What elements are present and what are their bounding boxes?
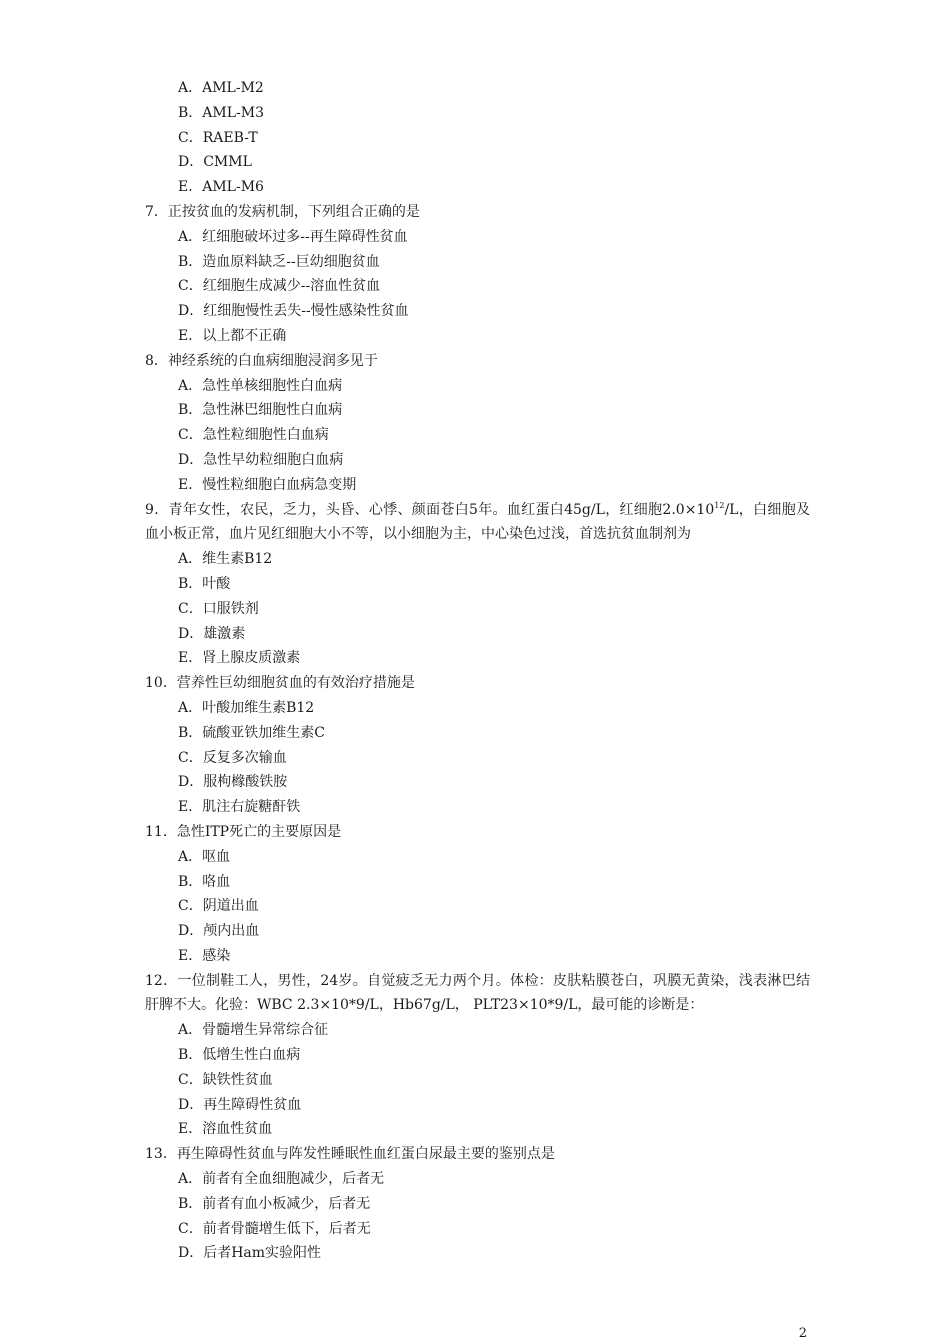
q11-option-c: C．阴道出血 [178, 898, 259, 915]
q8-option-e: E．慢性粒细胞白血病急变期 [178, 476, 357, 493]
q7-option-e: E．以上都不正确 [178, 327, 287, 344]
q11-stem: 11．急性ITP死亡的主要原因是 [145, 823, 342, 840]
q6-option-e: E．AML-M6 [178, 179, 264, 196]
q9-stem-part1: 9．青年女性，农民，乏力，头昏、心悸、颜面苍白5年。血红蛋白45g/L，红细胞2.0×10 [145, 501, 715, 518]
q11-option-a: A．呕血 [178, 848, 231, 865]
q6-option-b: B．AML-M3 [178, 104, 265, 121]
q9-option-b: B．叶酸 [178, 575, 231, 592]
question-list [145, 76, 810, 1266]
q8-stem: 8．神经系统的白血病细胞浸润多见于 [145, 352, 378, 369]
page-number: 2 [798, 1326, 807, 1341]
q13-option-c: C．前者骨髓增生低下，后者无 [178, 1220, 371, 1237]
q6-option-c: C．RAEB-T [178, 129, 258, 146]
q7-option-c: C．红细胞生成减少--溶血性贫血 [178, 278, 381, 295]
q9-option-e: E．肾上腺皮质激素 [178, 650, 301, 667]
q12-option-d: D．再生障碍性贫血 [178, 1096, 302, 1113]
q9-option-d: D．雄激素 [178, 625, 246, 642]
q9-stem [145, 498, 810, 548]
q12-option-a: A．骨髓增生异常综合征 [178, 1022, 329, 1039]
q7-stem: 7．正按贫血的发病机制，下列组合正确的是 [145, 203, 420, 220]
q6-option-a: A．AML-M2 [178, 80, 264, 96]
q13-option-a: A．前者有全血细胞减少，后者无 [178, 1171, 385, 1188]
q8-option-c: C．急性粒细胞性白血病 [178, 427, 329, 444]
q10-option-a: A．叶酸加维生素B12 [178, 699, 315, 716]
q9-option-a: A．维生素B12 [178, 551, 273, 568]
q13-option-b: B．前者有血小板减少，后者无 [178, 1195, 371, 1212]
q11-option-e: E．感染 [178, 947, 231, 964]
q10-option-d: D．服枸橼酸铁胺 [178, 774, 288, 791]
q9-option-c: C．口服铁剂 [178, 600, 259, 617]
q12-option-c: C．缺铁性贫血 [178, 1071, 273, 1088]
q10-option-e: E．肌注右旋糖酐铁 [178, 799, 301, 816]
q7-option-d: D．红细胞慢性丢失--慢性感染性贫血 [178, 303, 409, 320]
q12-option-e: E．溶血性贫血 [178, 1121, 273, 1138]
q11-option-b: B．咯血 [178, 873, 231, 890]
q7-option-b: B．造血原料缺乏--巨幼细胞贫血 [178, 253, 380, 270]
q9-stem-exponent: 12 [714, 500, 725, 510]
q8-option-b: B．急性淋巴细胞性白血病 [178, 402, 343, 419]
q10-stem: 10．营养性巨幼细胞贫血的有效治疗措施是 [145, 675, 415, 692]
q11-option-d: D．颅内出血 [178, 923, 260, 940]
q8-option-a: A．急性单核细胞性白血病 [178, 377, 343, 394]
q10-option-b: B．硫酸亚铁加维生素C [178, 724, 325, 741]
q12-option-b: B．低增生性白血病 [178, 1047, 301, 1064]
q13-stem: 13．再生障碍性贫血与阵发性睡眠性血红蛋白尿最主要的鉴别点是 [145, 1146, 555, 1163]
q10-option-c: C．反复多次输血 [178, 749, 287, 766]
q7-option-a: A．红细胞破坏过多--再生障碍性贫血 [178, 228, 408, 245]
q6-option-d: D．CMML [178, 154, 252, 171]
q12-stem: 12．一位制鞋工人，男性，24岁。自觉疲乏无力两个月。体检：皮肤粘膜苍白，巩膜无黄染，浅表淋巴结肝脾不大。化验：WBC 2.3×10*9/L，Hb67g/L， PLT23×10*9/L，最可能的诊断是： [145, 972, 810, 1014]
q13-option-d: D．后者Ham实验阳性 [178, 1245, 322, 1262]
q8-option-d: D．急性早幼粒细胞白血病 [178, 451, 344, 468]
q9-stem-part2: /L，白细胞及血小板正常，血片见红细胞大小不等，以小细胞为主，中心染色过浅，首选抗贫血制剂为 [145, 501, 810, 543]
